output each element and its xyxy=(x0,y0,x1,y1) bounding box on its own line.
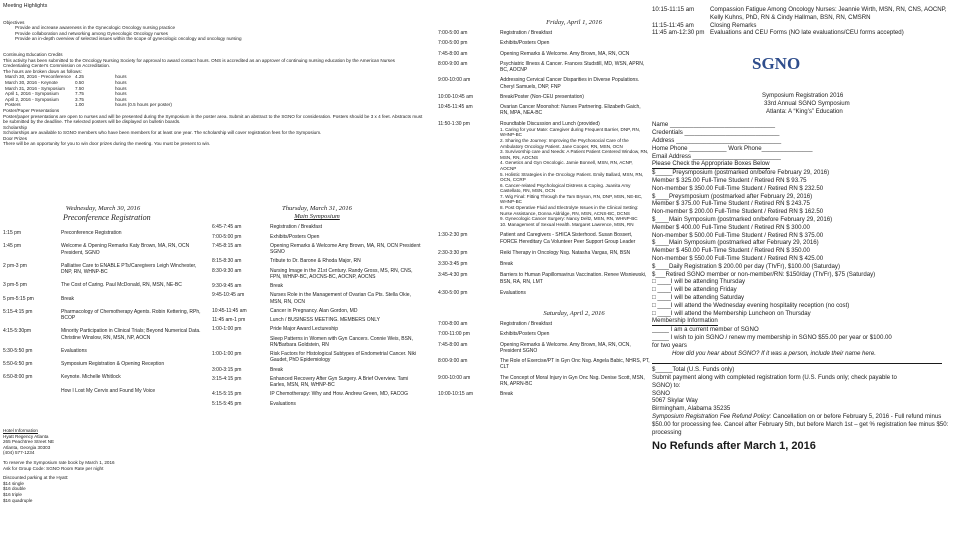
schedule-session: Preconference Registration xyxy=(61,230,122,237)
ce-heading: Continuing Education Credits xyxy=(3,51,63,57)
form-field-label: Home Phone xyxy=(652,144,688,152)
roundtable-item: 5. Holistic Strategies in the Oncology Patient. Emily Ballard, MSN, RN, OCN, CCRP xyxy=(500,171,644,183)
schedule-time: 6:45-7:45 am xyxy=(212,224,242,231)
schedule-time: 6:50-8:00 pm xyxy=(3,374,33,381)
membership-option[interactable]: _____ I wish to join SGNO / renew my membership in SGNO $55.00 per year or $100.00 xyxy=(652,333,892,341)
payment-line: Birmingham, Alabama 35235 xyxy=(652,405,731,413)
schedule-row xyxy=(438,250,650,256)
schedule-session: Barriers to Human Papillomavirus Vaccination. Renee Wisniewski, BSN, RA, RN, LMT xyxy=(500,272,647,285)
schedule-time: 11:15-11:45 am xyxy=(652,21,694,29)
meeting-highlights xyxy=(3,3,423,147)
schedule-session: Welcome & Opening Remarks Katy Brown, MA, RN, OCN President, SGNO xyxy=(61,243,190,256)
schedule-time: 8:00-9:00 am xyxy=(438,358,468,365)
schedule-row xyxy=(212,376,422,389)
ce-hours-label: March 30, 2016 - Keynote xyxy=(5,79,58,85)
schedule-time: 3:45-4:30 pm xyxy=(438,272,468,279)
scholarship-text: Scholarships are available to SGNO members who have been members for at least one year. The scholarship will cover registration fees for the Symposium. xyxy=(3,130,322,136)
hotel-line: $16 double xyxy=(3,486,26,492)
schedule-time: 5:15-4:15 pm xyxy=(3,308,33,315)
form-field-line[interactable]: _______________________________ xyxy=(669,121,776,129)
schedule-row xyxy=(3,374,203,380)
schedule-session: Symposium Registration & Opening Reception xyxy=(61,361,165,368)
payment-line: $_____Total (U.S. Funds only) xyxy=(652,366,735,374)
friday-items xyxy=(438,30,650,127)
schedule-time: 4:15-5:15 pm xyxy=(212,391,242,398)
schedule-time: 5:30-5:50 pm xyxy=(3,347,33,354)
schedule-session: Lunch / BUSINESS MEETING. MEMBERS ONLY xyxy=(270,317,380,324)
schedule-row xyxy=(212,367,422,373)
hotel-line: $16 triple xyxy=(3,491,22,497)
hotel-line: $14 single xyxy=(3,480,24,486)
scholarship-heading: Scholarship xyxy=(3,124,28,130)
schedule-row xyxy=(3,348,203,354)
fee-option[interactable]: □ ____I will be attending Friday xyxy=(652,286,737,294)
brochure-panel-right xyxy=(652,0,960,540)
fee-option[interactable]: □ ____I will be attending Saturday xyxy=(652,293,745,301)
schedule-row xyxy=(438,272,650,285)
schedule-session: Minority Participation in Clinical Trials; Beyond Numerical Data. Christine Winslow, RN, MSN, NP, AOCN xyxy=(61,328,201,341)
schedule-time: 11:50-1:30 pm xyxy=(438,120,470,127)
poster-text: Poster/paper presentations are open to nurses and will be presented during the Symposium in the poster area. Submit an abstract to the SGNO for consideration. Posters should be 3 x 4 feet. Abstracts must be submitted by the deadline. The selected posters will be displayed on bulletin boards. xyxy=(3,113,423,125)
payment-line: 5067 Skylar Way xyxy=(652,397,698,405)
schedule-row xyxy=(438,30,650,36)
schedule-session: Break xyxy=(500,261,514,268)
registration-title: Symposium Registration 2016 xyxy=(762,92,844,99)
ce-hours-unit: hours xyxy=(115,96,127,102)
objective-item: Provide and increase awareness in the Gynecologic Oncology nursing practice xyxy=(15,25,176,31)
hotel-line: Hyatt Regency Atlanta xyxy=(3,433,49,439)
schedule-time: 7:45-8:15 am xyxy=(212,242,242,249)
schedule-row xyxy=(3,263,203,276)
ce-hours-label: Posters xyxy=(5,102,21,108)
schedule-row xyxy=(438,94,650,100)
schedule-row xyxy=(438,331,650,337)
schedule-row xyxy=(212,336,422,349)
schedule-time: 2 pm-3 pm xyxy=(3,262,27,269)
schedule-time: 5:50-6:50 pm xyxy=(3,361,33,368)
schedule-time: 1:45 pm xyxy=(3,243,22,250)
roundtable-item: 1. Caring for your Mate: Caregiver during Frequent Barrier, DNP, RN, WHNP-BC xyxy=(500,126,641,138)
schedule-session: Keynote. Michelle Whitlock xyxy=(61,374,121,381)
schedule-session: Evaluations xyxy=(270,400,296,407)
fee-option[interactable]: $____Main Symposium (postmarked after February 29, 2016) xyxy=(652,239,819,247)
schedule-session: Pride Major Award Lectureship xyxy=(270,326,338,333)
roundtable-item: 7. Wig Final: Fitting Through the Tam Bryson, RN, DNP, MSN, NE-BC, WHNP-BC xyxy=(500,193,643,205)
ce-hours-unit: hours xyxy=(115,85,127,91)
wednesday-subheading: Preconference Registration xyxy=(63,213,151,223)
schedule-session: Exhibits/Posters Open xyxy=(270,233,320,240)
schedule-row xyxy=(438,51,650,57)
schedule-row xyxy=(3,388,203,394)
fee-option[interactable]: $____Main Symposium (postmarked on/before February 29, 2016) xyxy=(652,215,833,223)
schedule-time: 7:00-11:00 pm xyxy=(438,331,470,338)
wednesday-items xyxy=(3,230,203,394)
schedule-session: The Role of Exercise/PT in Gyn Onc Nsg. Angela Babic, NHRS, PT, CLT xyxy=(500,358,650,371)
ce-hours-unit: hours xyxy=(115,91,127,97)
payment-line: SGNO xyxy=(652,389,670,397)
schedule-time: 1:00-1:00 pm xyxy=(212,351,242,358)
schedule-row xyxy=(438,77,650,90)
ce-hours-label: April 2, 2016 - Symposium xyxy=(5,96,59,102)
refund-policy-text: Cancellation on or before February 5, 2016 - Full refund minus $50.00 for processing fee. Cancel after February 5th, but before March 1st – get % registration fee minus $50: processing xyxy=(652,413,949,436)
schedule-row xyxy=(212,243,422,256)
schedule-session: The Concept of Moral Injury in Gyn Onc Nsg. Denise Scott, MSN, RN, APRN-BC xyxy=(500,374,645,387)
schedule-time: 1:15 pm xyxy=(3,230,22,237)
ce-hours-table xyxy=(3,74,423,108)
schedule-session: Evaluations and CEU Forms (NO late evaluations/CEU forms accepted) xyxy=(710,29,904,37)
payment-line: Submit payment along with completed registration form (U.S. Funds only; check payable to xyxy=(652,374,897,382)
schedule-session: Reiki Therapy in Oncology Nsg. Natasha Vargas, RN, BSN xyxy=(500,249,631,256)
schedule-time: 5 pm-5:15 pm xyxy=(3,295,34,302)
form-field[interactable] xyxy=(652,145,960,153)
schedule-time: 3:15-4:15 pm xyxy=(212,375,242,382)
schedule-time: 9:00-10:00 am xyxy=(438,77,471,84)
form-field-line[interactable]: __________________________ xyxy=(692,152,781,160)
membership-heading: Membership Information xyxy=(652,317,718,325)
schedule-session: Addressing Cervical Cancer Disparities in Diverse Populations. Cheryl Samuels, DNP, FNP xyxy=(500,77,640,90)
schedule-row xyxy=(212,292,422,305)
schedule-time: 4:15-5:30pm xyxy=(3,328,32,335)
schedule-time xyxy=(3,388,61,394)
schedule-time: 8:15-8:30 am xyxy=(212,258,242,265)
form-field[interactable] xyxy=(652,129,960,137)
schedule-session: Psychiatric Illness & Cancer. Frances Studstill, MD, WSN, APRN, BC, AOCNP xyxy=(500,60,645,73)
form-field-line[interactable]: ___________ Work Phone_______________ xyxy=(689,144,813,152)
schedule-row xyxy=(652,6,960,22)
hotel-lines xyxy=(3,434,203,504)
fee-option[interactable]: □ ____I will attend the Wednesday evening hospitality reception (no cost) xyxy=(652,301,850,309)
schedule-session: Exhibits/Posters Open xyxy=(500,40,550,47)
membership-list xyxy=(652,326,960,349)
schedule-time: 7:45-8:00 am xyxy=(438,341,468,348)
membership-option[interactable]: _____ I am a current member of SGNO xyxy=(652,326,759,334)
hotel-information xyxy=(3,428,203,503)
roundtable-item: 8. Post Operative Fluid and Electrolyte Issues in the Clinical Setting: Nurse Assistance, Donna Aldridge, RN, MSN, ACNS-BC, DCNS xyxy=(500,205,639,216)
fee-option[interactable]: □ ____I will be attending Thursday xyxy=(652,278,746,286)
schedule-time: 7:00-5:00 am xyxy=(438,30,468,36)
fee-option[interactable]: Non-member $ 200.00 Full-Time Student / Retired RN $ 162.50 xyxy=(652,208,824,216)
objectives-heading: Objectives xyxy=(3,19,25,25)
schedule-session: Exhibits/Posters Open xyxy=(500,331,550,338)
ce-hours-label: April 1, 2016 - Symposium xyxy=(5,91,59,97)
schedule-row xyxy=(3,296,203,302)
schedule-row xyxy=(438,261,650,267)
form-field-label: Email Address xyxy=(652,152,691,160)
fee-option[interactable]: $____Daily Registration $ 200.00 per day (Th/Fr), $100.00 (Saturday) xyxy=(652,262,840,270)
fee-option[interactable]: $___Retired SGNO member or non-member/RN: $150/day (Th/Fr), $75 (Saturday) xyxy=(652,270,876,278)
schedule-row xyxy=(3,309,203,322)
schedule-session: Nurses Role in the Management of Ovarian Ca Pts. Stella Okie, MSN, RN, OCN xyxy=(270,292,411,305)
schedule-time: 3:00-3:15 pm xyxy=(212,366,242,373)
schedule-time: 9:45-10:45 am xyxy=(212,292,245,299)
schedule-session: Closing Remarks xyxy=(710,21,757,29)
schedule-row xyxy=(652,29,960,37)
schedule-row xyxy=(212,317,422,323)
fee-option[interactable]: □ ____I will attend the Membership Luncheon on Thursday xyxy=(652,309,811,317)
schedule-row xyxy=(438,121,650,127)
check-boxes-heading: Please Check the Appropriate Boxes Below xyxy=(652,160,770,168)
schedule-row xyxy=(438,342,650,355)
hotel-heading: Hotel Information xyxy=(3,428,38,433)
registration-subtitle: 33rd Annual SGNO Symposium xyxy=(764,99,850,107)
fee-option[interactable]: $_____Preysmposium (postmarked on/before February 29, 2016) xyxy=(652,169,830,177)
schedule-time: 5:15-5:45 pm xyxy=(212,400,242,407)
no-refunds-notice: No Refunds after March 1, 2016 xyxy=(652,440,816,453)
schedule-session: Risk Factors for Histological Subtypes of Endometrial Cancer. Niki Gaudet, PhD Epidemiology xyxy=(270,351,417,364)
registration-location: Atlanta: A “King’s” Education xyxy=(766,107,843,115)
schedule-session: Opening Remarks & Welcome. Amy Brown, MA, RN, OCN, President SGNO xyxy=(500,341,631,354)
schedule-session: How I Lost My Cervix and Found My Voice xyxy=(61,387,156,394)
schedule-time: 3:30-3:45 pm xyxy=(438,261,468,268)
schedule-session: Evaluations xyxy=(500,289,526,296)
schedule-row xyxy=(438,321,650,327)
schedule-session: Opening Remarks & Welcome Amy Brown, MA, RN, OCN President SGNO xyxy=(270,242,421,256)
sgno-logo xyxy=(748,52,818,74)
fee-option[interactable]: Member $ 375.00 Full-Time Student / Retired RN $ 243.75 xyxy=(652,200,810,208)
schedule-session: Evaluations xyxy=(61,347,87,354)
payment-list xyxy=(652,366,960,413)
schedule-session: Tribute to Dr. Barone & Rhoda Major, RN xyxy=(270,258,361,265)
schedule-session: Compassion Fatigue Among Oncology Nurses: Jeannie Wirth, MSN, RN, CNS, AOCNP, Kelly Kuhns, PhD, RN & Cindy Hallman, BSN, RN, CMSRN xyxy=(710,6,947,21)
meeting-highlights-heading: Meeting Highlights xyxy=(3,3,48,9)
hotel-line: To reserve the Symposium rate book by March 1, 2016 xyxy=(3,459,115,465)
payment-line: SGNO) to: xyxy=(652,381,681,389)
ce-hours-value: 0.50 xyxy=(75,79,84,85)
saturday-items xyxy=(438,321,650,397)
fee-option[interactable]: $____Preysmposium (postmarked after February 29, 2016) xyxy=(652,192,813,200)
schedule-session: Registration / Breakfast xyxy=(270,224,322,231)
schedule-row xyxy=(438,232,650,245)
ce-hours-intro: The hours are broken down as follows: xyxy=(3,68,82,74)
schedule-session: Nursing Image in the 21st Century. Randy Gross, MS, RN, CNS, FPN, WHNP-BC, AOCNS-BC, AOCNP, AOCNS xyxy=(270,267,413,280)
membership-question: How did you hear about SGNO? If it was a person, include their name here. xyxy=(672,349,876,357)
schedule-row xyxy=(212,351,422,364)
ce-hours-unit: hours xyxy=(115,79,127,85)
fee-option[interactable]: Non-member $ 500.00 Full-Time Student / Retired RN $ 375.00 xyxy=(652,231,824,239)
schedule-session: Palliative Care to ENABLE PTs/Caregivers Leigh Winchester, DNP, RN, WHNP-BC xyxy=(61,262,197,276)
answer-line[interactable] xyxy=(652,357,942,364)
fee-option[interactable]: Member $ 325.00 Full-Time Student / Retired RN $ 93.75 xyxy=(652,176,807,184)
hotel-line: (404) 577-1234 xyxy=(3,450,35,456)
ce-hours-unit: hours (0.5 hours per poster) xyxy=(115,102,172,108)
schedule-time: 10:45-11:45 am xyxy=(212,307,247,314)
objective-item: Provide collaboration and networking among Gynecologic Oncology nurses xyxy=(15,30,168,36)
schedule-time: 8:00-9:00 am xyxy=(438,60,468,67)
sgno-logo-text: SGNO xyxy=(752,54,801,73)
schedule-row xyxy=(212,326,422,332)
thursday-heading: Thursday, March 31, 2016 xyxy=(282,205,352,212)
schedule-session: Ovarian Cancer Moonshot: Nurses Partnering. Elizabeth Gaich, RN, MPA, NEA-BC xyxy=(500,104,641,117)
ce-hours-value: 7.50 xyxy=(75,85,84,91)
fee-option[interactable]: Member $ 400.00 Full-Time Student / Retired RN $ 300.00 xyxy=(652,223,810,231)
form-field[interactable] xyxy=(652,137,960,145)
ce-hours-value: 4.25 xyxy=(75,74,84,80)
schedule-time: 11:45 am-12:30 pm xyxy=(652,29,705,37)
roundtable-list xyxy=(438,127,650,228)
thursday-items xyxy=(212,224,422,407)
schedule-session: Break xyxy=(61,295,75,302)
schedule-time: 10:15-11:15 am xyxy=(652,6,695,13)
schedule-row xyxy=(212,268,422,281)
schedule-time: 9:30-9:45 am xyxy=(212,283,242,290)
refund-policy-label: Symposium Registration Fee Refund Policy: xyxy=(652,413,772,421)
door-prizes-text: There will be an opportunity for you to win door prizes during the meeting. You must be present to win. xyxy=(3,141,211,147)
schedule-row xyxy=(438,375,650,388)
schedule-session: Enhanced Recovery After Gyn Surgery. A Brief Overview. Tami Earles, MSN, RN, WHNP-BC xyxy=(270,375,409,389)
schedule-time: 10:00-10:45 am xyxy=(438,93,474,100)
fee-option[interactable]: Non-member $ 350.00 Full-Time Student / Retired RN $ 232.50 xyxy=(652,184,824,192)
schedule-session: Registration / Breakfast xyxy=(500,321,552,328)
form-field-label: Address xyxy=(652,136,675,144)
schedule-time: 7:00-5:00 pm xyxy=(438,40,468,47)
form-field-line[interactable]: ____________________________ xyxy=(684,129,780,137)
objective-item: Provide an in-depth overview of selected issues within the scope of gynecologic oncology and oncology nursing xyxy=(15,36,242,42)
ce-text: This activity has been submitted to the Oncology Nursing Society for approval to award contact hours. ONS is accredited as an approver of continuing nursing education by the American Nurses Credentialing Center's Commission on Accreditation. xyxy=(3,57,395,69)
form-fields xyxy=(652,121,960,160)
schedule-session: Pharmacology of Chemotherapy Agents. Robin Kettering, RPh, BCOP xyxy=(61,308,201,322)
schedule-time: 10:00-10:15 am xyxy=(438,391,474,398)
hotel-line: Atlanta, Georgia 30303 xyxy=(3,444,51,450)
hotel-line: $16 quadruple xyxy=(3,497,33,503)
thursday-subheading: Main Symposium xyxy=(294,213,340,221)
roundtable-item: 4. Genetics and Gyn Oncologic. Jamie Bonnell, MSN, RN, ACNP, AOCNP xyxy=(500,160,633,171)
schedule-session: Opening Remarks & Welcome. Amy Brown, MA, RN, OCN xyxy=(500,50,630,57)
ce-hours-label: March 30, 2016 - Preconference xyxy=(5,74,71,80)
hotel-line: Ask for Group Code: SGNO Room Rate per night xyxy=(3,465,104,471)
schedule-row xyxy=(212,283,422,289)
schedule-session: Cancer in Pregnancy. Alan Gordon, MD xyxy=(270,307,358,314)
schedule-row xyxy=(3,243,203,256)
poster-heading: Poster/Paper Presentations xyxy=(3,107,60,113)
schedule-row xyxy=(212,224,422,230)
ce-hours-value: 7.75 xyxy=(75,91,84,97)
schedule-row xyxy=(3,230,203,236)
schedule-row xyxy=(3,361,203,367)
schedule-row xyxy=(3,282,203,288)
schedule-session: The Cost of Caring. Paul McDonald, RN, MSN, NE-BC xyxy=(61,282,182,289)
schedule-session: Break xyxy=(270,366,284,373)
schedule-row xyxy=(438,61,650,74)
schedule-session: Break/Poster (Non-CEU presentation) xyxy=(500,93,584,100)
schedule-row xyxy=(212,391,422,397)
schedule-time: 9:00-10:00 am xyxy=(438,374,471,381)
fee-option[interactable]: Member $ 450.00 Full-Time Student / Retired RN $ 350.00 xyxy=(652,247,810,255)
thursday-schedule xyxy=(212,205,422,407)
friday-afternoon-items xyxy=(438,232,650,296)
schedule-row xyxy=(652,22,960,30)
fee-option[interactable]: Non-member $ 550.00 Full-Time Student / Retired RN $ 425.00 xyxy=(652,254,824,262)
ce-hours-value: 3.75 xyxy=(75,96,84,102)
roundtable-item: 9. Gynecologic Cancer Surgery: Nancy Deltz, MSN, RN, WHNP-BC xyxy=(500,216,638,222)
hotel-line: 265 Peachtree Street NE xyxy=(3,439,55,445)
schedule-row xyxy=(212,258,422,264)
wednesday-heading: Wednesday, March 30, 2016 xyxy=(65,205,141,212)
schedule-time: 2:30-3:30 pm xyxy=(438,249,468,256)
form-field-label: Credentials xyxy=(652,129,683,137)
schedule-row xyxy=(438,290,650,296)
roundtable-item: 2. Sharing the Journey: Improving the Psychosocial Care of the Ambulatory Oncology Patient. Jane Cooper, RN, MSN, OCN xyxy=(500,137,629,149)
schedule-row xyxy=(3,328,203,341)
door-prizes-heading: Door Prizes xyxy=(3,135,27,141)
schedule-row xyxy=(438,40,650,46)
ce-hours-unit: hours xyxy=(115,74,127,80)
schedule-time: 1:30-2:30 pm xyxy=(438,232,468,239)
schedule-row xyxy=(212,234,422,240)
schedule-time xyxy=(212,336,270,349)
fee-list xyxy=(652,169,960,317)
roundtable-item: 6. Cancer-related Psychological Distress & Coping. Juanita Amy Castellato, RN, MSN, OCN xyxy=(500,182,631,194)
form-field-label: Name xyxy=(652,121,669,129)
schedule-time: 3 pm-5 pm xyxy=(3,282,27,289)
saturday-heading: Saturday, April 2, 2016 xyxy=(543,310,605,318)
schedule-session: Registration / Breakfast xyxy=(500,30,552,36)
schedule-time: 11:45 am-1 pm xyxy=(212,317,246,324)
registration-form xyxy=(652,92,960,454)
schedule-time: 10:45-11:45 am xyxy=(438,104,473,110)
schedule-time: 7:00-8:00 am xyxy=(438,321,468,328)
schedule-session: Sleep Patterns in Women with Gyn Cancers. Connie Weis, BSN, RN/Barbara Goldstein, RN xyxy=(270,335,413,348)
roundtable-item: 10. Management of Sexual Health. Margaret Lawrence, MSN, RN xyxy=(500,221,634,227)
schedule-row xyxy=(438,358,650,371)
schedule-row xyxy=(212,308,422,314)
schedule-session: IP Chemotherapy: Why and How. Andrew Green, MD, FACOG xyxy=(270,391,409,398)
wednesday-schedule xyxy=(3,205,203,394)
membership-option[interactable]: for two years xyxy=(652,341,687,349)
friday-heading: Friday, April 1, 2016 xyxy=(546,19,602,26)
schedule-time: 8:30-9:30 am xyxy=(212,267,242,274)
schedule-row xyxy=(438,104,650,117)
saturday-closing-items xyxy=(652,6,960,37)
ce-hours-value: 1.00 xyxy=(75,102,84,108)
schedule-session: Break xyxy=(270,283,284,290)
schedule-row xyxy=(438,391,650,397)
form-field[interactable] xyxy=(652,121,960,129)
schedule-time: 1:00-1:00 pm xyxy=(212,326,242,333)
schedule-time: 7:00-5:00 pm xyxy=(212,233,242,240)
schedule-time: 7:45-8:00 am xyxy=(438,50,468,57)
brochure-panel-left xyxy=(0,0,425,540)
form-field[interactable] xyxy=(652,153,960,161)
schedule-session: Patient and Caregivers - SHICA Sisterhood. Susan Bossert, FORCE Hereditary Ca Volunteer Peer Support Group Leader xyxy=(500,232,636,245)
roundtable-item: 3. Survivorship care and Needs: A Patient Patient Centered Window, RN, MSN, RN, AOCNS xyxy=(500,149,649,160)
brochure-panel-middle xyxy=(438,0,650,540)
ce-hours-label: March 31, 2016 - Symposium xyxy=(5,85,65,91)
form-field-line[interactable]: _______________________________ xyxy=(676,136,782,144)
schedule-session: Break xyxy=(500,391,514,398)
hotel-line: Discounted parking at the Hyatt: xyxy=(3,475,69,481)
schedule-row xyxy=(212,401,422,407)
schedule-session: Roundtable Discussion and Lunch (provided) xyxy=(500,120,600,127)
schedule-time: 4:30-5:00 pm xyxy=(438,289,468,296)
